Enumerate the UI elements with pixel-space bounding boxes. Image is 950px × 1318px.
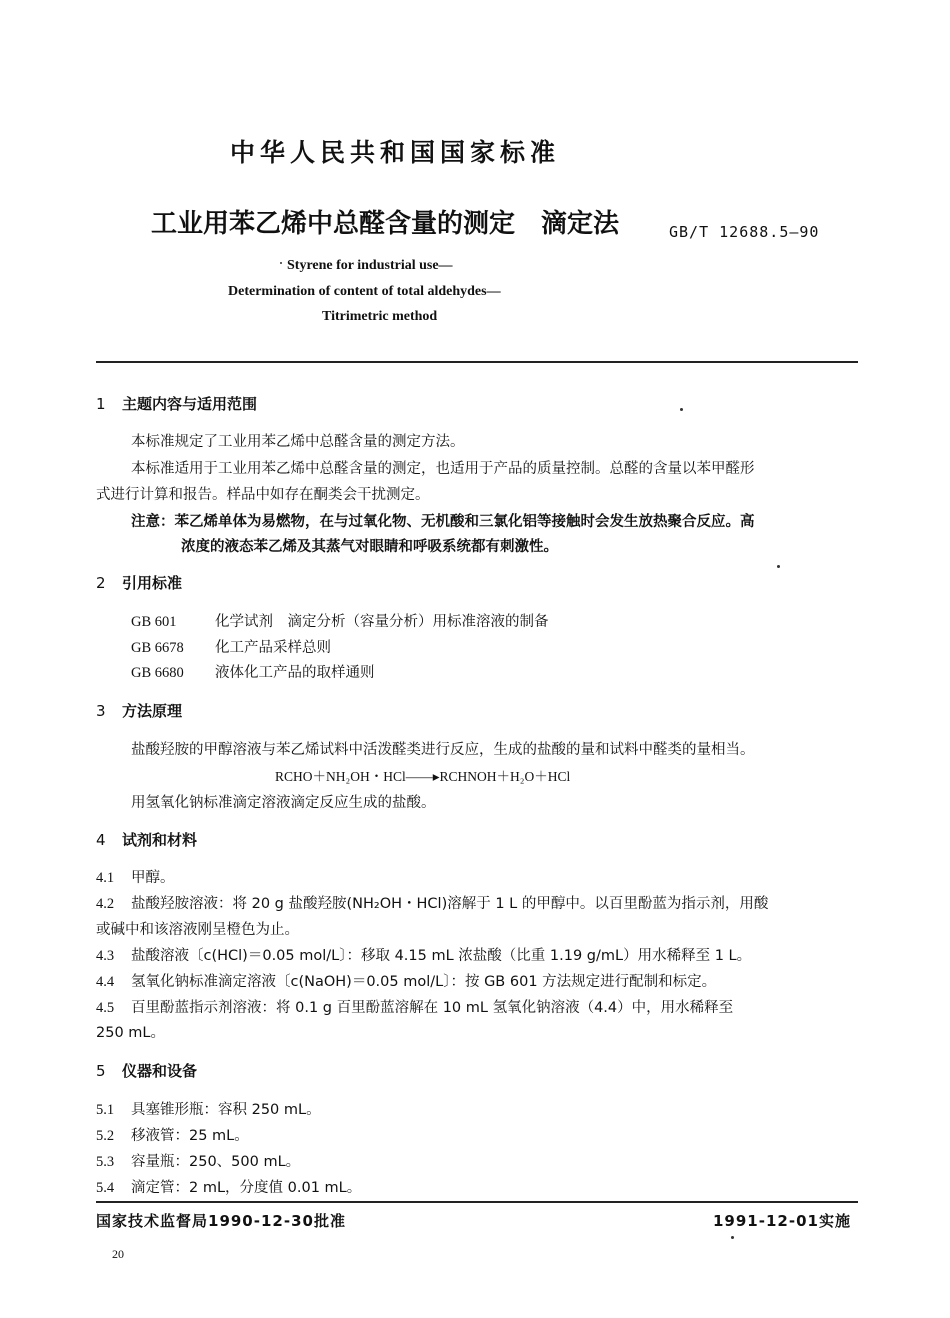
item-number: 5.3 bbox=[96, 1154, 115, 1170]
paragraph: 盐酸羟胺的甲醇溶液与苯乙烯试料中活泼醛类进行反应，生成的盐酸的量和试料中醛类的量相当。 bbox=[131, 742, 755, 758]
item-number: 5.4 bbox=[96, 1180, 115, 1196]
reagent-item bbox=[96, 944, 751, 965]
section-title: 主题内容与适用范围 bbox=[122, 395, 258, 413]
section-1-heading bbox=[96, 393, 257, 414]
section-title: 方法原理 bbox=[122, 702, 183, 720]
apparatus-item bbox=[96, 1098, 321, 1119]
item-text: 移液管：25 mL。 bbox=[131, 1128, 249, 1144]
reference-code: GB 601 bbox=[131, 614, 177, 630]
safety-note: 注意：苯乙烯单体为易燃物，在与过氧化物、无机酸和三氯化铝等接触时会发生放热聚合反应。高 bbox=[131, 514, 755, 530]
reference-item bbox=[131, 661, 375, 682]
section-number: 1 bbox=[96, 395, 106, 413]
apparatus-item bbox=[96, 1124, 249, 1145]
reaction-formula: RCHO＋NH₂OH・HCl——▸RCHNOH＋H₂O＋HCl bbox=[275, 769, 571, 784]
item-number: 4.5 bbox=[96, 1000, 115, 1016]
reference-text: 化学试剂 滴定分析（容量分析）用标准溶液的制备 bbox=[215, 614, 549, 630]
section-title: 仪器和设备 bbox=[122, 1062, 198, 1080]
section-title: 试剂和材料 bbox=[122, 831, 198, 849]
section-number: 2 bbox=[96, 574, 106, 592]
item-text: 盐酸羟胺溶液：将 20 g 盐酸羟胺(NH₂OH・HCl)溶解于 1 L 的甲醇中。以百里酚蓝为指示剂，用酸 bbox=[131, 896, 769, 912]
english-title-line-1: Styrene for industrial use— bbox=[287, 258, 453, 273]
section-3-heading bbox=[96, 700, 182, 721]
section-number: 4 bbox=[96, 831, 106, 849]
reference-item bbox=[131, 636, 331, 657]
item-text-continued: 或碱中和该溶液刚呈橙色为止。 bbox=[96, 922, 299, 938]
item-text: 百里酚蓝指示剂溶液：将 0.1 g 百里酚蓝溶解在 10 mL 氢氧化钠溶液（4.4）中，用水稀释至 bbox=[131, 1000, 734, 1016]
reference-text: 化工产品采样总则 bbox=[215, 640, 331, 656]
reagent-item bbox=[96, 970, 716, 991]
item-text: 甲醇。 bbox=[131, 870, 175, 886]
item-number: 4.4 bbox=[96, 974, 115, 990]
item-text: 具塞锥形瓶：容积 250 mL。 bbox=[131, 1102, 321, 1118]
header-divider bbox=[96, 361, 858, 363]
scan-speck bbox=[731, 1236, 734, 1239]
document-title: 工业用苯乙烯中总醛含量的测定 滴定法 bbox=[151, 209, 620, 239]
item-text: 滴定管：2 mL，分度值 0.01 mL。 bbox=[131, 1180, 362, 1196]
standard-code: GB/T 12688.5—90 bbox=[669, 223, 820, 241]
item-text: 盐酸溶液〔c(HCl)＝0.05 mol/L〕：移取 4.15 mL 浓盐酸（比重 1.19 g/mL）用水稀释至 1 L。 bbox=[131, 948, 752, 964]
section-number: 3 bbox=[96, 702, 106, 720]
apparatus-item bbox=[96, 1150, 300, 1171]
reference-code: GB 6678 bbox=[131, 640, 184, 656]
item-text: 容量瓶：250、500 mL。 bbox=[131, 1154, 301, 1170]
footer-divider bbox=[96, 1201, 858, 1203]
approval-line: 国家技术监督局1990-12-30批准 bbox=[96, 1212, 346, 1230]
scan-speck bbox=[777, 565, 780, 568]
english-title-line-3: Titrimetric method bbox=[322, 309, 438, 324]
safety-note: 浓度的液态苯乙烯及其蒸气对眼睛和呼吸系统都有刺激性。 bbox=[181, 539, 558, 555]
effective-date: 1991-12-01实施 bbox=[713, 1212, 851, 1230]
item-number: 4.2 bbox=[96, 896, 115, 912]
section-4-heading bbox=[96, 829, 197, 850]
section-title: 引用标准 bbox=[122, 574, 183, 592]
reference-item bbox=[131, 610, 549, 631]
apparatus-item bbox=[96, 1176, 361, 1197]
item-number: 5.2 bbox=[96, 1128, 115, 1144]
section-2-heading bbox=[96, 572, 182, 593]
paragraph: 式进行计算和报告。样品中如存在酮类会干扰测定。 bbox=[96, 487, 430, 503]
national-standard-header: 中华人民共和国国家标准 bbox=[230, 138, 561, 167]
scan-speck bbox=[680, 408, 683, 411]
reagent-item bbox=[96, 996, 733, 1017]
paragraph: 本标准适用于工业用苯乙烯中总醛含量的测定，也适用于产品的质量控制。总醛的含量以苯甲醛形 bbox=[131, 461, 755, 477]
english-title-line-2: Determination of content of total aldehydes— bbox=[228, 284, 501, 299]
item-number: 4.1 bbox=[96, 870, 115, 886]
paragraph: 用氢氧化钠标准滴定溶液滴定反应生成的盐酸。 bbox=[131, 795, 436, 811]
reference-code: GB 6680 bbox=[131, 665, 184, 681]
item-number: 5.1 bbox=[96, 1102, 115, 1118]
section-5-heading bbox=[96, 1060, 197, 1081]
reference-text: 液体化工产品的取样通则 bbox=[215, 665, 375, 681]
paragraph: 本标准规定了工业用苯乙烯中总醛含量的测定方法。 bbox=[131, 434, 465, 450]
scan-speck bbox=[280, 262, 282, 264]
page-number: 20 bbox=[112, 1247, 124, 1261]
item-text-continued: 250 mL。 bbox=[96, 1025, 165, 1041]
item-text: 氢氧化钠标准滴定溶液〔c(NaOH)＝0.05 mol/L〕：按 GB 601 方法规定进行配制和标定。 bbox=[131, 974, 717, 990]
section-number: 5 bbox=[96, 1062, 106, 1080]
reagent-item bbox=[96, 892, 768, 913]
reagent-item bbox=[96, 866, 175, 887]
item-number: 4.3 bbox=[96, 948, 115, 964]
